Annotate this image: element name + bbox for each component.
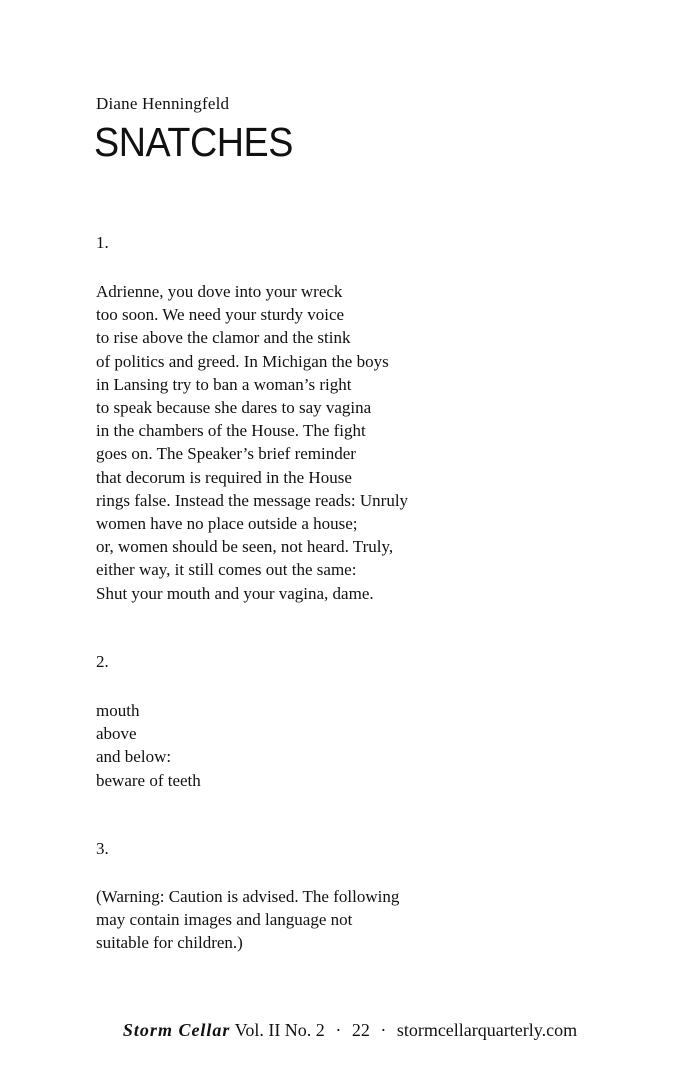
section-number: 3.	[96, 839, 109, 858]
section-number: 2.	[96, 652, 109, 671]
footer-separator: ·	[335, 1020, 342, 1040]
poem-line: Shut your mouth and your vagina, dame.	[96, 583, 374, 603]
stanza-1	[96, 280, 408, 605]
footer-separator: ·	[380, 1020, 387, 1040]
poem-line: of politics and greed. In Michigan the boys	[96, 351, 389, 371]
poem-line: suitable for children.)	[96, 933, 243, 953]
poem-line: goes on. The Speaker’s brief reminder	[96, 444, 356, 464]
issue-info: Vol. II No. 2	[234, 1020, 325, 1040]
poem-line: either way, it still comes out the same:	[96, 560, 357, 580]
poem-title: SNATCHES	[94, 119, 293, 165]
stanza-2	[96, 699, 201, 792]
poem-line: in Lansing try to ban a woman’s right	[96, 374, 352, 394]
poem-line: to rise above the clamor and the stink	[96, 328, 351, 348]
poem-line: women have no place outside a house;	[96, 514, 358, 534]
poem-line: Adrienne, you dove into your wreck	[96, 282, 343, 301]
poem-line: rings false. Instead the message reads: Unruly	[96, 490, 409, 510]
poem-line: too soon. We need your sturdy voice	[96, 305, 345, 325]
poem-line: mouth	[96, 701, 140, 720]
poem-line: or, women should be seen, not heard. Truly,	[96, 537, 394, 557]
page-footer	[0, 1020, 700, 1041]
poem-line: (Warning: Caution is advised. The following	[96, 887, 400, 906]
section-number: 1.	[96, 233, 109, 252]
poem-line: that decorum is required in the House	[96, 467, 352, 487]
poem-line: beware of teeth	[96, 770, 201, 790]
page-number: 22	[351, 1020, 370, 1040]
poem-line: may contain images and language not	[96, 910, 353, 930]
stanza-3	[96, 885, 399, 955]
journal-name: Storm Cellar	[122, 1020, 231, 1040]
poem-line: above	[96, 724, 137, 744]
website-link[interactable]: stormcellarquarterly.com	[396, 1020, 578, 1040]
author-name: Diane Henningfeld	[96, 94, 230, 113]
poem-line: and below:	[96, 747, 172, 767]
poem-line: in the chambers of the House. The fight	[96, 421, 366, 441]
poem-line: to speak because she dares to say vagina	[96, 398, 372, 418]
